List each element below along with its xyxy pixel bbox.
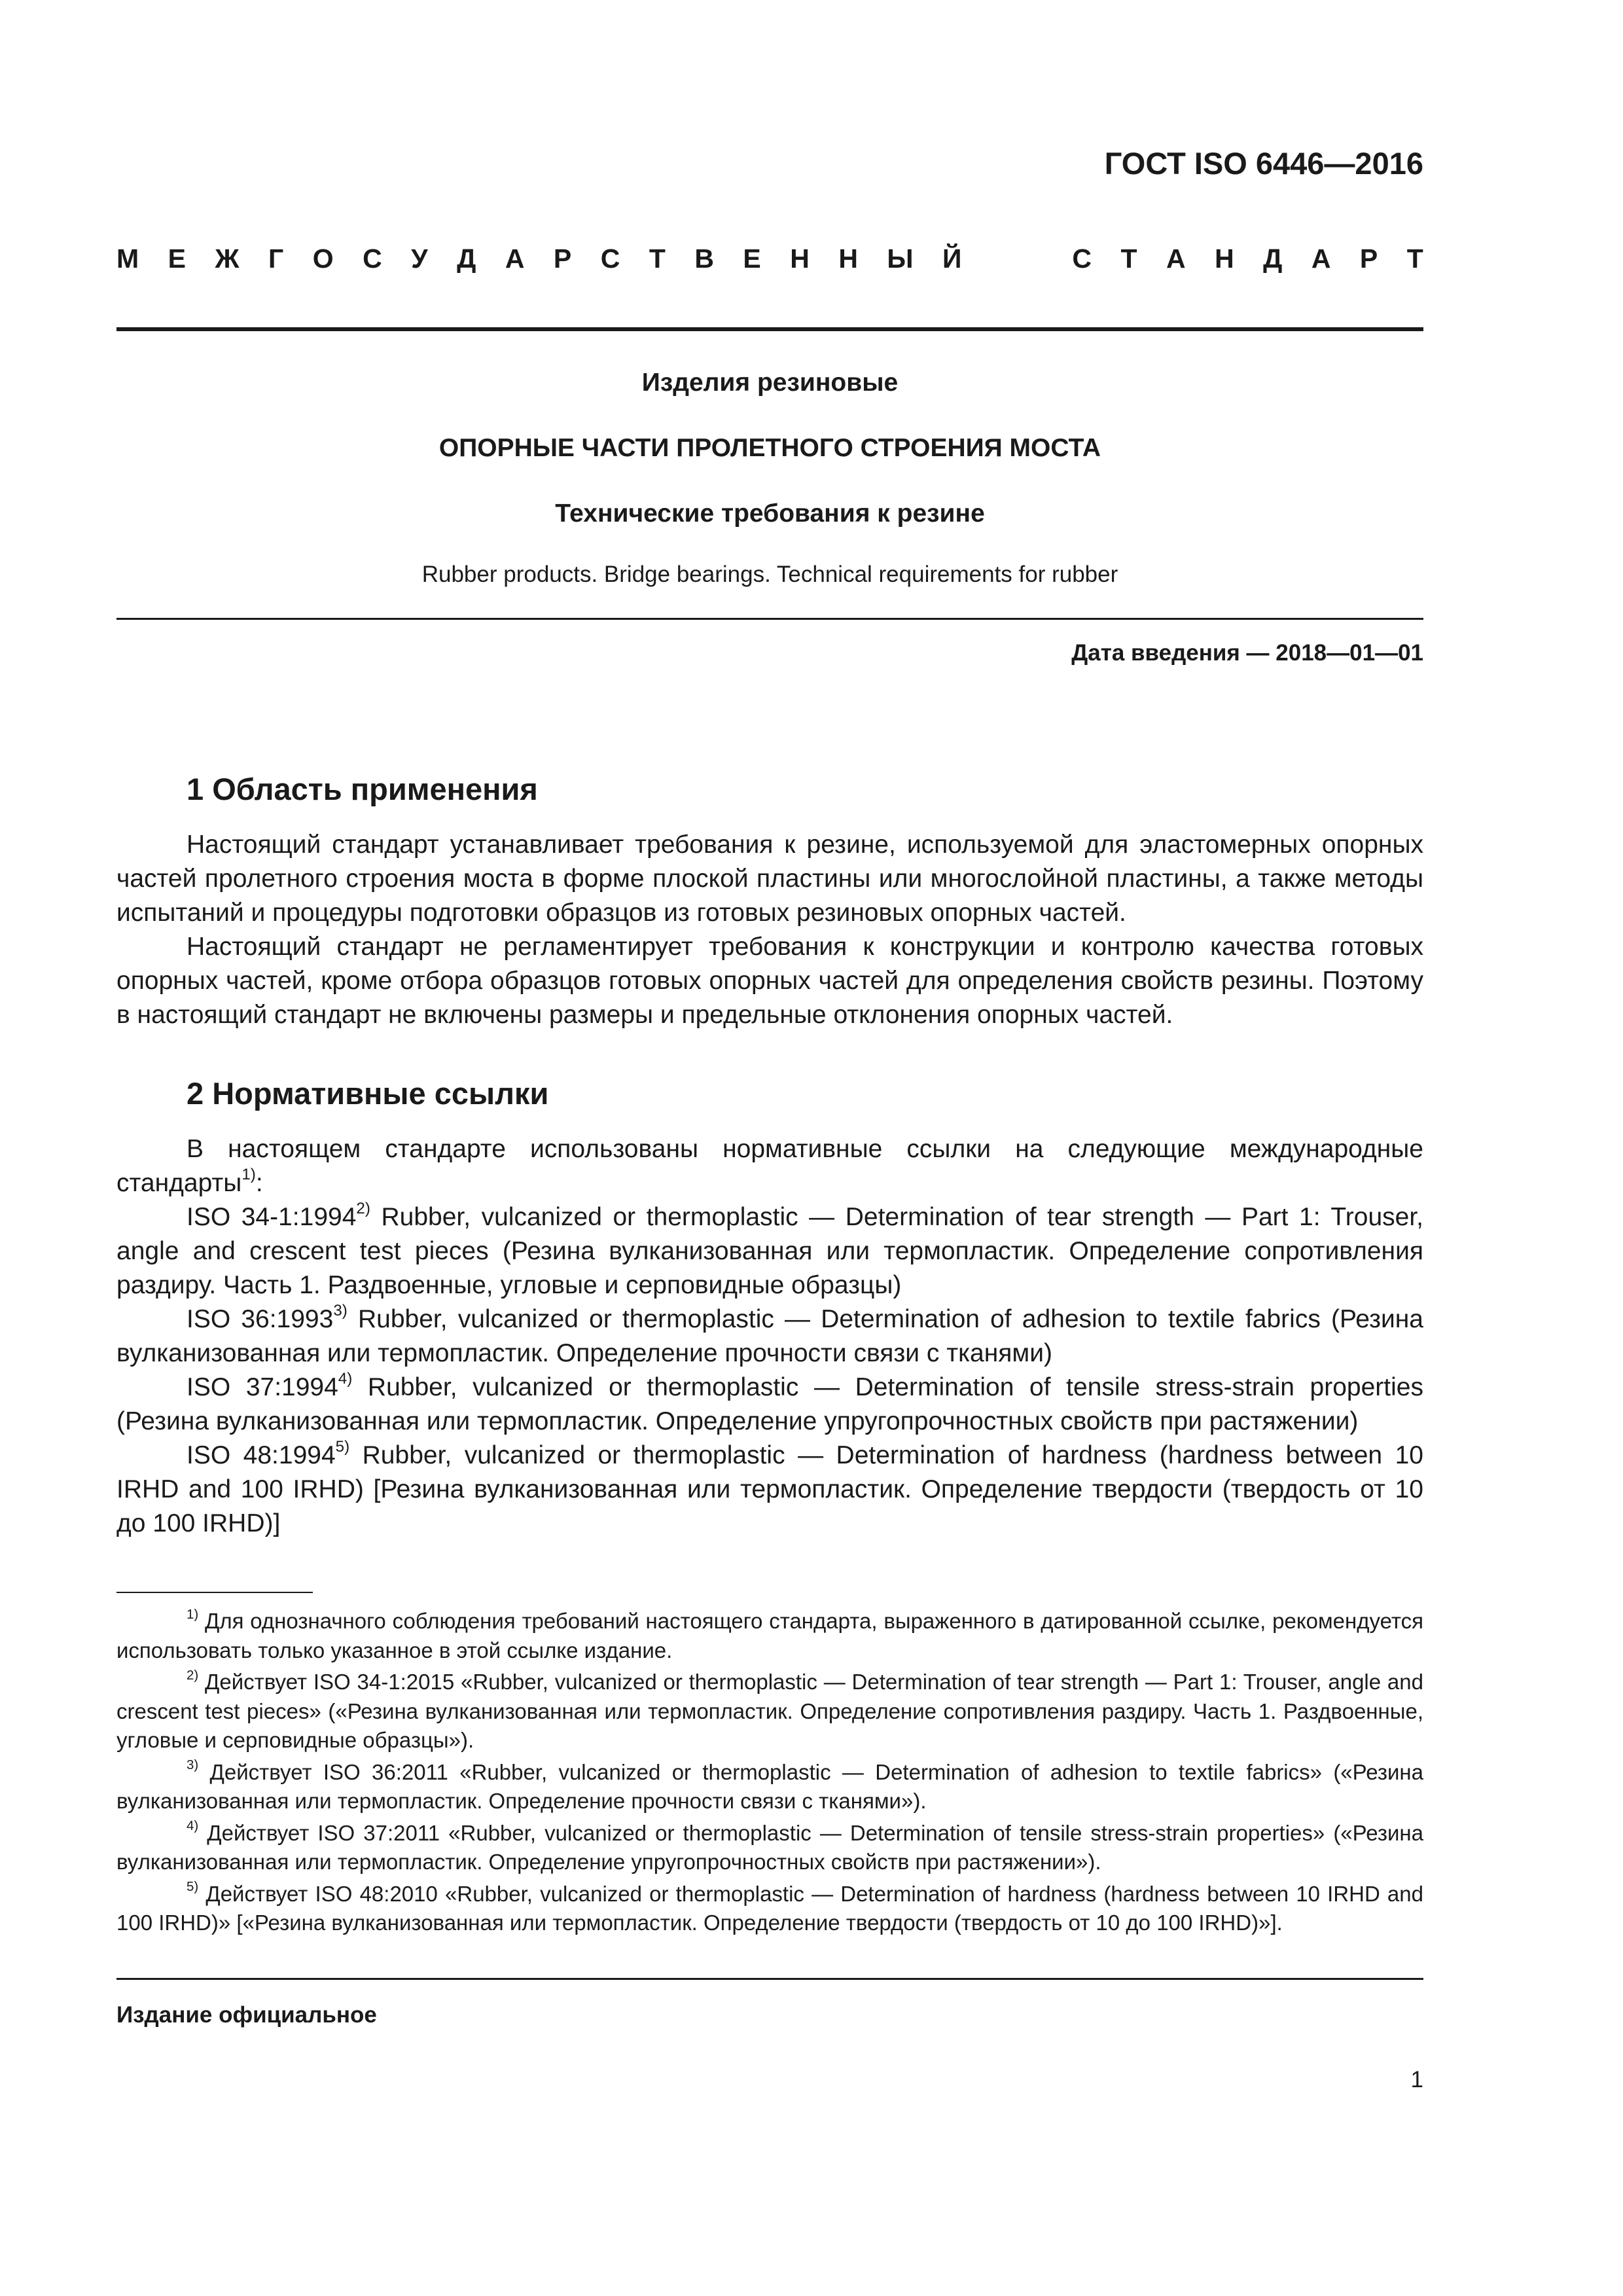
header-letter: Н (838, 243, 858, 274)
header-letter: Р (553, 243, 572, 274)
footnote: $^{2)}$ Действует ISO 34-1:2015 «Rubber, vulcanized or thermoplastic — Determination of tear strength — Part 1: Trouser, angle and crescent test pieces» («Резина вулканизованная или термопластик. Определение сопротивления раздиру. Часть 1. Раздвоенные, угловые и серповидные образцы»). (116, 1667, 1423, 1752)
reference-code: ISO 36:1993 (187, 1305, 334, 1333)
footnotes (116, 1607, 1423, 1941)
footnote: $^{5)}$ Действует ISO 48:2010 «Rubber, vulcanized or thermoplastic — Determination of hardness (hardness between 10 IRHD and 100 IRHD)» [«Резина вулканизованная или термопластик. Определение твердости (твердость от 10 до 100 IRHD)»]. (116, 1879, 1423, 1935)
section-2-body (116, 1132, 1423, 1541)
header-letter: С (363, 243, 382, 274)
header-letter: Ж (215, 243, 240, 274)
footnote-separator (116, 1592, 313, 1593)
section-1-body (116, 828, 1423, 1032)
edition-label: Издание официальное (116, 2002, 377, 2028)
reference-code: ISO 48:1994 (187, 1441, 336, 1469)
header-letter: У (411, 243, 428, 274)
footnote-ref: 4) (338, 1370, 353, 1388)
standard-type-header (116, 243, 1423, 274)
title-main: ОПОРНЫЕ ЧАСТИ ПРОЛЕТНОГО СТРОЕНИЯ МОСТА (438, 434, 1101, 462)
header-letter: Т (1406, 243, 1423, 274)
page-number: 1 (1410, 2067, 1423, 2092)
reference-code: ISO 37:1994 (187, 1373, 338, 1401)
header-rule (116, 327, 1423, 331)
footnote-ref: 3) (333, 1302, 348, 1320)
header-letter: Р (1359, 243, 1378, 274)
reference-item (116, 1371, 1423, 1439)
section-2-heading: 2 Нормативные ссылки (187, 1076, 549, 1111)
reference-text: Rubber, vulcanized or thermoplastic — Determination of tear strength — Part 1: Trouser, angle and crescent test pieces (Резина вулканизованная или термопластик. Определение сопротивления раздиру. Часть 1. Раздвоенные, угловые и серповидные образцы) (116, 1203, 1424, 1299)
title-group: Изделия резиновые (641, 368, 899, 397)
header-letter: А (505, 243, 525, 274)
section-1-paragraph: Настоящий стандарт устанавливает требования к резине, используемой для эластомерных опорных частей пролетного строения моста в форме плоской пластины или многослойной пластины, а также методы испытаний и процедуры подготовки образцов из готовых резиновых опорных частей. (116, 831, 1423, 927)
header-letter: Е (168, 243, 186, 274)
footnote: $^{1)}$ Для однозначного соблюдения требований настоящего стандарта, выраженного в датированной ссылке, рекомендуется использовать только указанное в этой ссылке издание. (116, 1606, 1423, 1662)
reference-code: ISO 34-1:1994 (187, 1203, 357, 1231)
header-letter: О (312, 243, 334, 274)
footnote-mark: 2) (187, 1667, 199, 1683)
header-letter: Т (649, 243, 666, 274)
title-english: Rubber products. Bridge bearings. Technical requirements for rubber (421, 562, 1118, 587)
footnote-mark: 5) (187, 1879, 199, 1895)
footnote-mark: 3) (187, 1757, 199, 1773)
header-letter: Г (268, 243, 284, 274)
section-2-intro: В настоящем стандарте использованы нормативные ссылки на следующие международные стандарты$^{1)}$: (116, 1135, 1423, 1197)
footnote: $^{3)}$ Действует ISO 36:2011 «Rubber, vulcanized or thermoplastic — Determination of adhesion to textile fabrics» («Резина вулканизованная или термопластик. Определение прочности связи с тканями»). (116, 1757, 1423, 1813)
header-letter: Д (1263, 243, 1283, 274)
header-letter: Й (942, 243, 962, 274)
header-letter: Т (1120, 243, 1137, 274)
title-rule (116, 618, 1423, 620)
header-letter: Е (743, 243, 761, 274)
header-letter: М (116, 243, 139, 274)
header-letter: С (1072, 243, 1092, 274)
reference-text: Rubber, vulcanized or thermoplastic — Determination of hardness (hardness between 10 IRHD and 100 IRHD) [Резина вулканизованная или термопластик. Определение твердости (твердость от 10 до 100 IRHD)] (116, 1441, 1423, 1537)
reference-text: Rubber, vulcanized or thermoplastic — Determination of adhesion to textile fabrics (Резина вулканизованная или термопластик. Определение прочности связи с тканями) (116, 1305, 1423, 1367)
header-letter: В (694, 243, 714, 274)
introduction-date: Дата введения — 2018—01—01 (1071, 640, 1423, 666)
header-letter: Н (1215, 243, 1234, 274)
reference-text: Rubber, vulcanized or thermoplastic — Determination of tensile stress-strain properties (Резина вулканизованная или термопластик. Определение упругопрочностных свойств при растяжении) (116, 1373, 1423, 1435)
header-letter: А (1166, 243, 1186, 274)
document-code: ГОСТ ISO 6446—2016 (1104, 146, 1423, 181)
footnote-ref: 5) (335, 1438, 350, 1456)
reference-item (116, 1200, 1423, 1302)
section-1-heading: 1 Область применения (187, 772, 538, 806)
word-gap (991, 243, 1043, 274)
reference-item (116, 1439, 1423, 1541)
footnote: $^{4)}$ Действует ISO 37:2011 «Rubber, vulcanized or thermoplastic — Determination of tensile stress-strain properties» («Резина вулканизованная или термопластик. Определение упругопрочностных свойств при растяжении»). (116, 1818, 1423, 1874)
footer-rule (116, 1978, 1423, 1980)
reference-item (116, 1302, 1423, 1371)
header-letter: А (1311, 243, 1331, 274)
header-letter: Д (457, 243, 476, 274)
header-letter: С (600, 243, 620, 274)
header-letter: Ы (887, 243, 914, 274)
footnote-ref: 2) (356, 1200, 370, 1218)
footnote-ref: 1) (241, 1166, 256, 1184)
title-subtitle: Технические требования к резине (555, 499, 985, 528)
header-letter: Н (790, 243, 810, 274)
section-1-paragraph: Настоящий стандарт не регламентирует требования к конструкции и контролю качества готовых опорных частей, кроме отбора образцов готовых опорных частей для определения свойств резины. Поэтому в настоящий стандарт не включены размеры и предельные отклонения опорных частей. (116, 933, 1423, 1029)
footnote-mark: 4) (187, 1818, 199, 1834)
footnote-mark: 1) (187, 1606, 199, 1622)
